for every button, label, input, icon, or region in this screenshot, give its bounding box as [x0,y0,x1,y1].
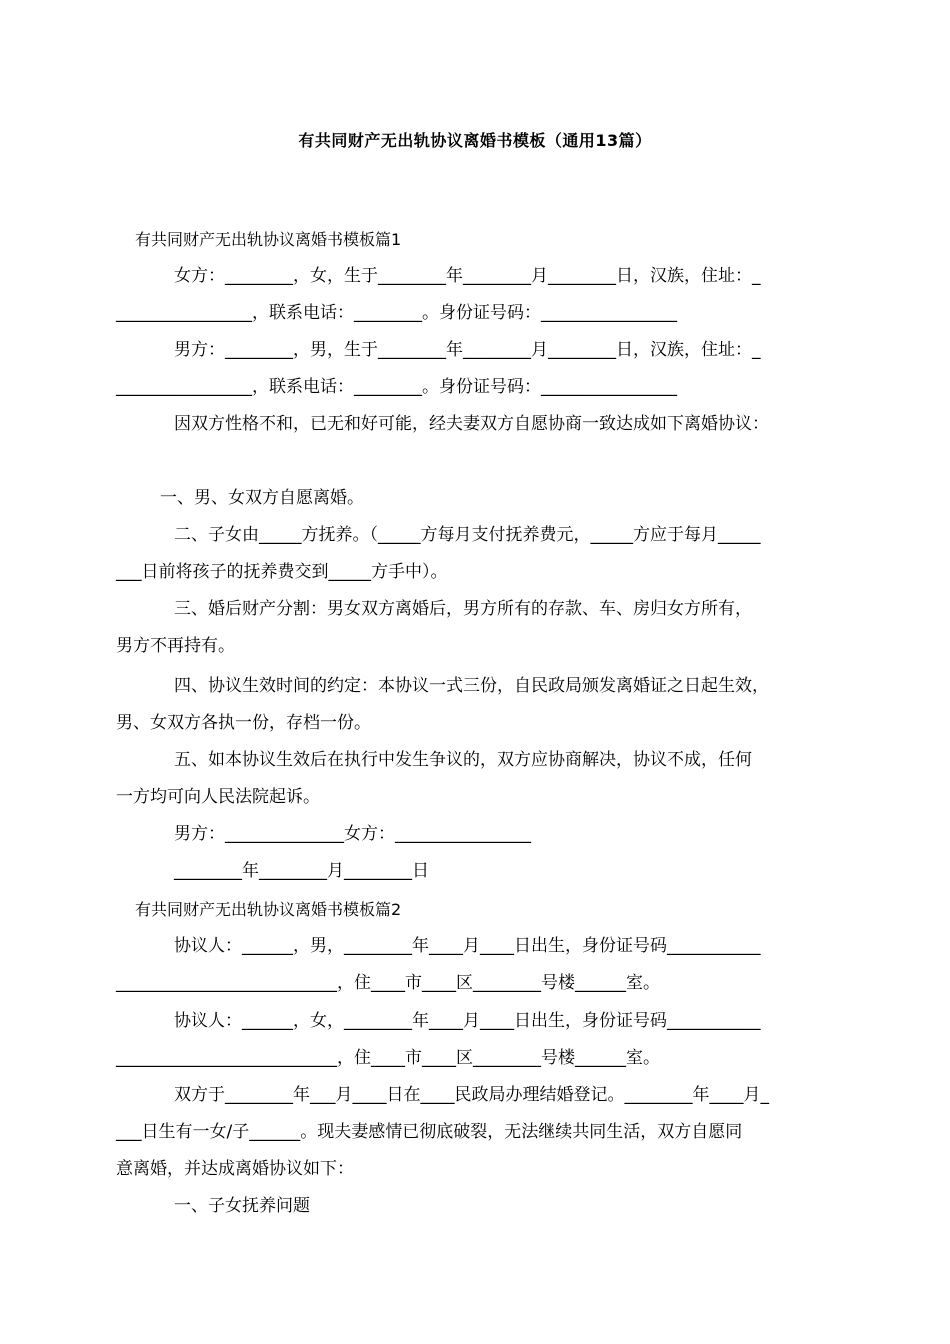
paragraph-line: 意离婚，并达成离婚协议如下： [116,1159,354,1179]
paragraph-line: 三、婚后财产分割：男女双方离婚后，男方所有的存款、车、房归女方所有， [174,599,752,619]
paragraph-line: 二、子女由_____方抚养。（_____方每月支付抚养费元，_____方应于每月_____ [174,525,761,545]
paragraph-line: 协议人：______，女，________年____月____日出生，身份证号码___________ [174,1011,761,1031]
paragraph-line: 五、如本协议生效后在执行中发生争议的，双方应协商解决，协议不成，任何 [174,750,752,770]
paragraph-line: 协议人：______，男，________年____月____日出生，身份证号码___________ [174,936,761,956]
paragraph-line: 因双方性格不和，已无和好可能，经夫妻双方自愿协商一致达成如下离婚协议： [174,414,769,434]
paragraph-line: ___日生有一女/子______。现夫妻感情已彻底破裂，无法继续共同生活，双方自愿同 [116,1122,743,1142]
paragraph-line: ___日前将孩子的抚养费交到_____方手中）。 [116,562,448,582]
paragraph-line: 双方于________年___月____日在____民政局办理结婚登记。________年____月_ [174,1085,769,1105]
paragraph-line: ________________，联系电话：________。身份证号码：________________ [116,377,677,397]
section-heading: 有共同财产无出轨协议离婚书模板篇2 [135,900,402,919]
paragraph-line: 男方：________，男，生于________年________月________日，汉族，住址：_ [174,340,761,360]
section-heading: 有共同财产无出轨协议离婚书模板篇1 [135,230,402,249]
paragraph-line: 女方：________，女，生于________年________月________日，汉族，住址：_ [174,266,761,286]
paragraph-line: 男方不再持有。 [116,636,235,656]
signature-line: 男方：______________女方：________________ [174,824,531,844]
paragraph-line: 男、女双方各执一份，存档一份。 [116,713,371,733]
paragraph-line: __________________________，住____市____区________号楼______室。 [116,1048,660,1068]
document-title: 有共同财产无出轨协议离婚书模板（通用13篇） [298,131,652,150]
date-line: ________年________月________日 [174,861,429,881]
paragraph-line: 四、协议生效时间的约定：本协议一式三份，自民政局颁发离婚证之日起生效， [174,676,769,696]
paragraph-line: __________________________，住____市____区________号楼______室。 [116,973,660,993]
paragraph-line: 一方均可向人民法院起诉。 [116,787,320,807]
paragraph-line: 一、子女抚养问题 [174,1196,310,1216]
paragraph-line: 一、男、女双方自愿离婚。 [160,488,364,508]
paragraph-line: ________________，联系电话：________。身份证号码：________________ [116,303,677,323]
